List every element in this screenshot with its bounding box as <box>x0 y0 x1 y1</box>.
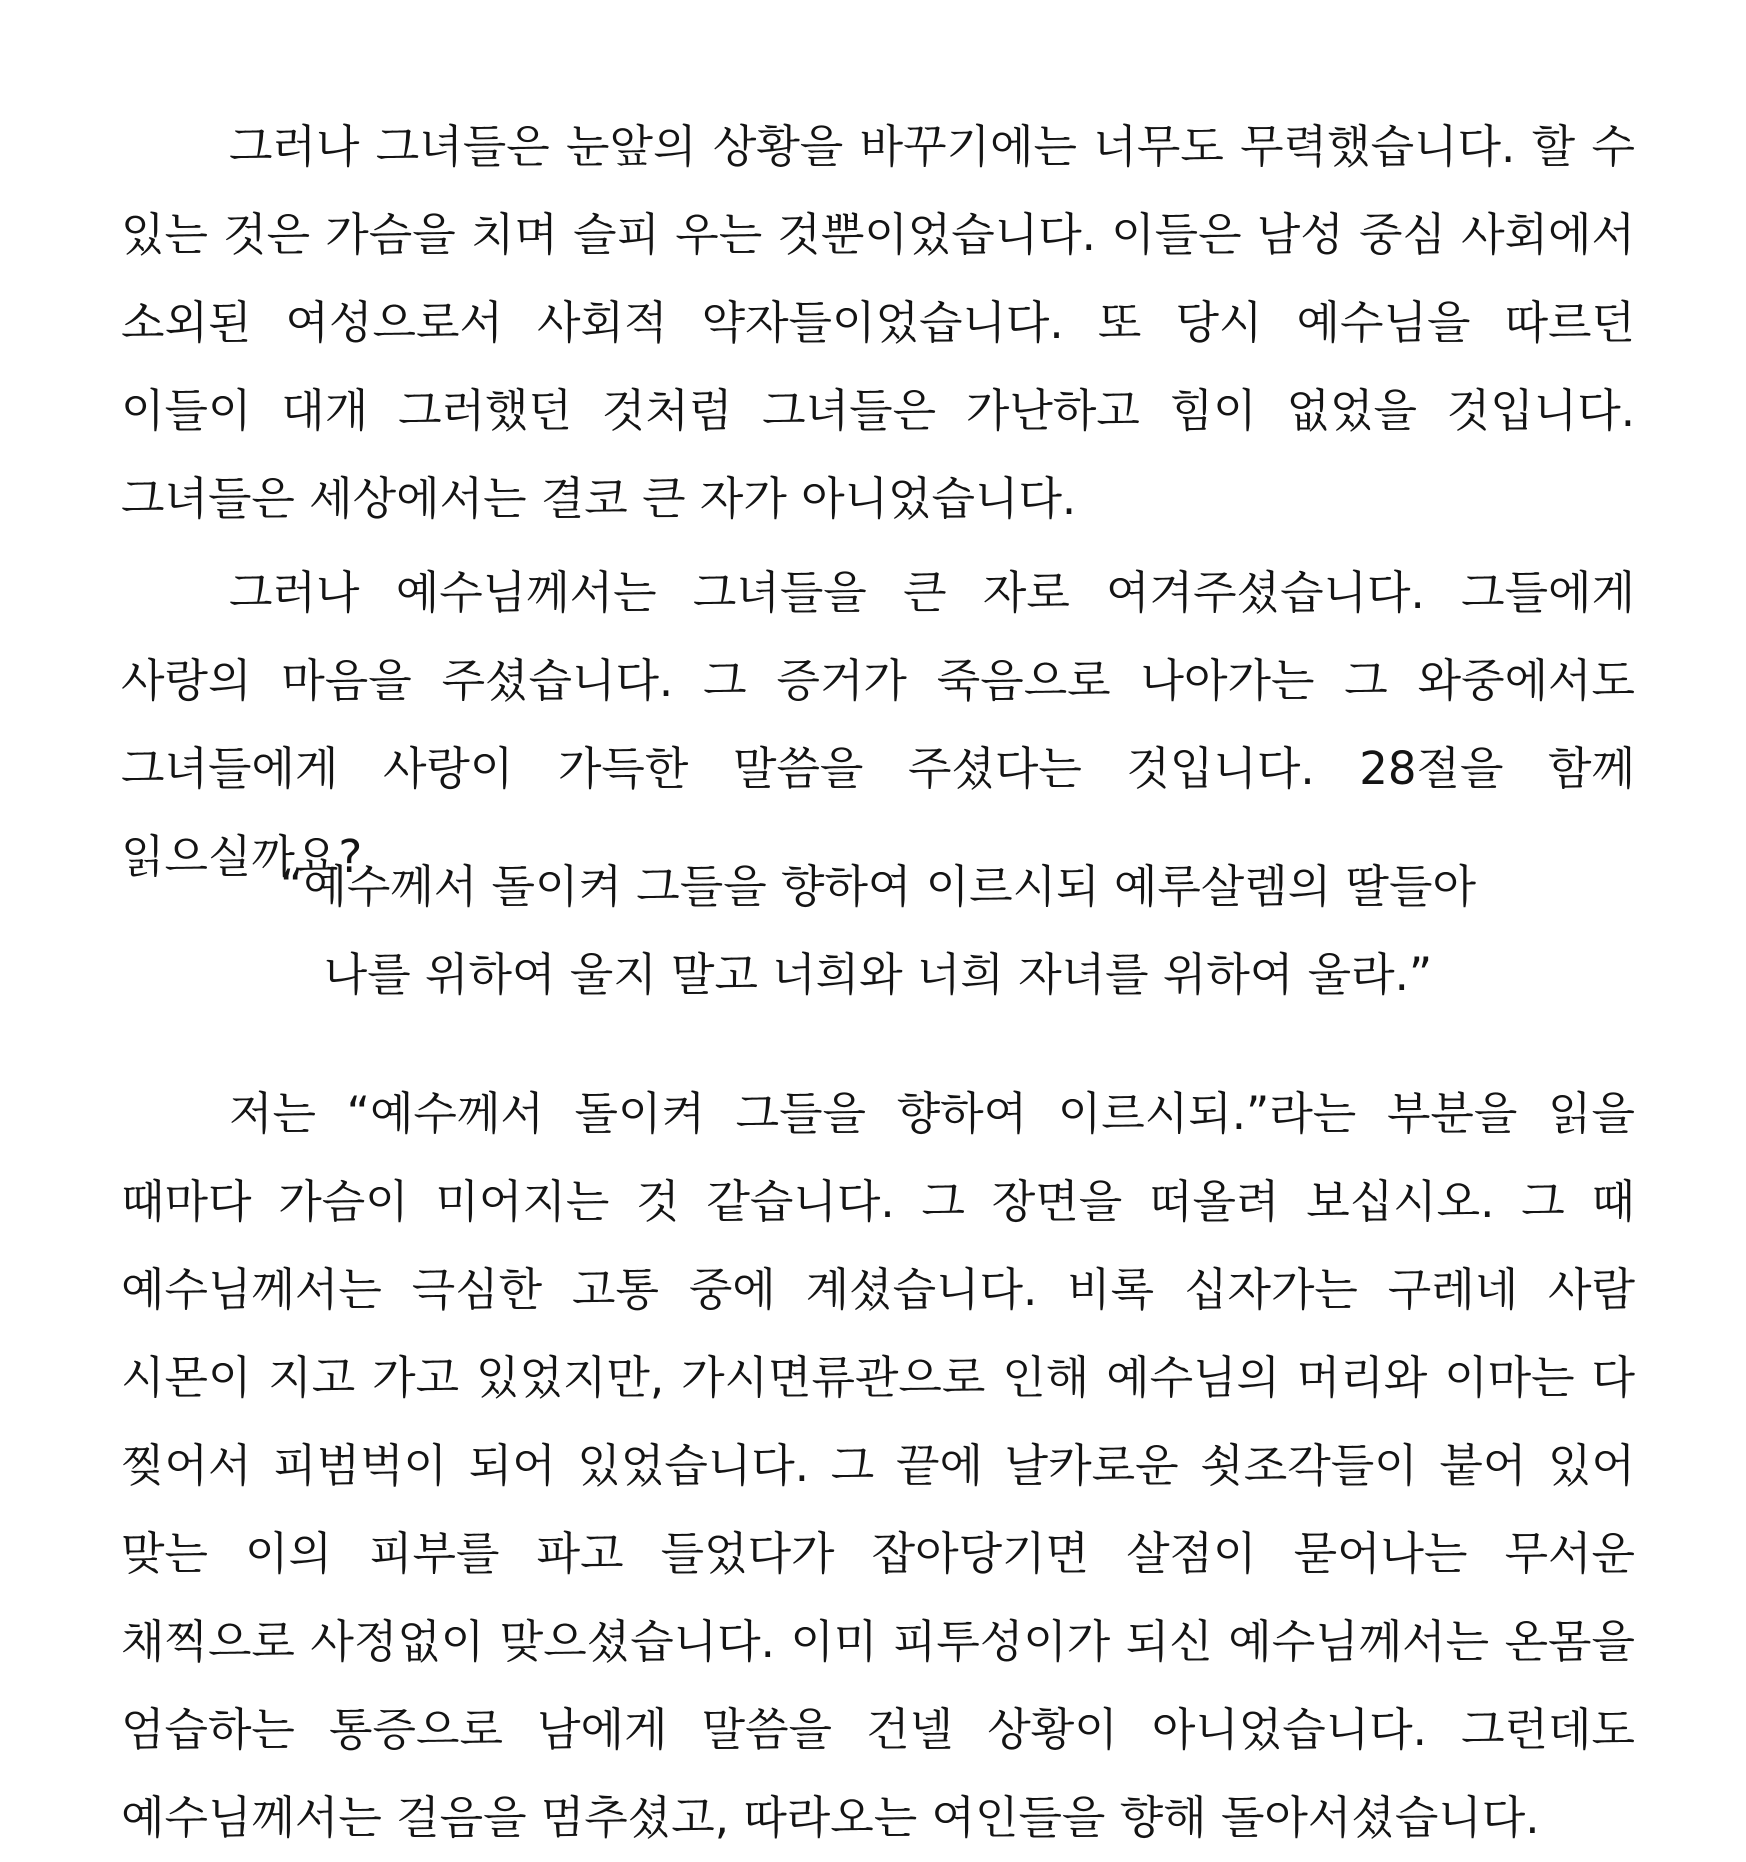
scripture-quote <box>121 843 1635 1019</box>
quote-line-1: “예수께서 돌이켜 그들을 향하여 이르시되 예루살렘의 딸들아 <box>280 860 1476 913</box>
paragraph-3 <box>121 1070 1635 1862</box>
paragraph-3-text: 저는 “예수께서 돌이켜 그들을 향하여 이르시되.”라는 부분을 읽을 때마다 가슴이 미어지는 것 같습니다. 그 장면을 떠올려 보십시오. 그 때 예수님께서는 극심한 고통 중에 계셨습니다. 비록 십자가는 구레네 사람 시몬이 지고 가고 있었지만, 가시면류관으로 인해 예수님의 머리와 이마는 다 찢어서 피범벅이 되어 있었습니다. 그 끝에 날카로운 쇳조각들이 붙어 있어 맞는 이의 피부를 파고 들었다가 잡아당기면 살점이 묻어나는 무서운 채찍으로 사정없이 맞으셨습니다. 이미 피투성이가 되신 예수님께서는 온몸을 엄습하는 통증으로 남에게 말씀을 건넬 상황이 아니었습니다. 그런데도 예수님께서는 걸음을 멈추셨고, 따라오는 여인들을 향해 돌아서셨습니다. <box>121 1087 1636 1844</box>
paragraph-2-text: 그러나 예수님께서는 그녀들을 큰 자로 여겨주셨습니다. 그들에게 사랑의 마음을 주셨습니다. 그 증거가 죽음으로 나아가는 그 와중에서도 그녀들에게 사랑이 가득한 말씀을 주셨다는 것입니다. 28절을 함께 읽으실까요? <box>121 566 1635 883</box>
paragraph-1 <box>121 103 1635 543</box>
paragraph-1-text: 그러나 그녀들은 눈앞의 상황을 바꾸기에는 너무도 무력했습니다. 할 수 있는 것은 가슴을 치며 슬피 우는 것뿐이었습니다. 이들은 남성 중심 사회에서 소외된 여성으로서 사회적 약자들이었습니다. 또 당시 예수님을 따르던 이들이 대개 그러했던 것처럼 그녀들은 가난하고 힘이 없었을 것입니다. 그녀들은 세상에서는 결코 큰 자가 아니었습니다. <box>121 120 1635 525</box>
quote-line-2: 나를 위하여 울지 말고 너희와 너희 자녀를 위하여 울라.” <box>323 948 1433 1001</box>
